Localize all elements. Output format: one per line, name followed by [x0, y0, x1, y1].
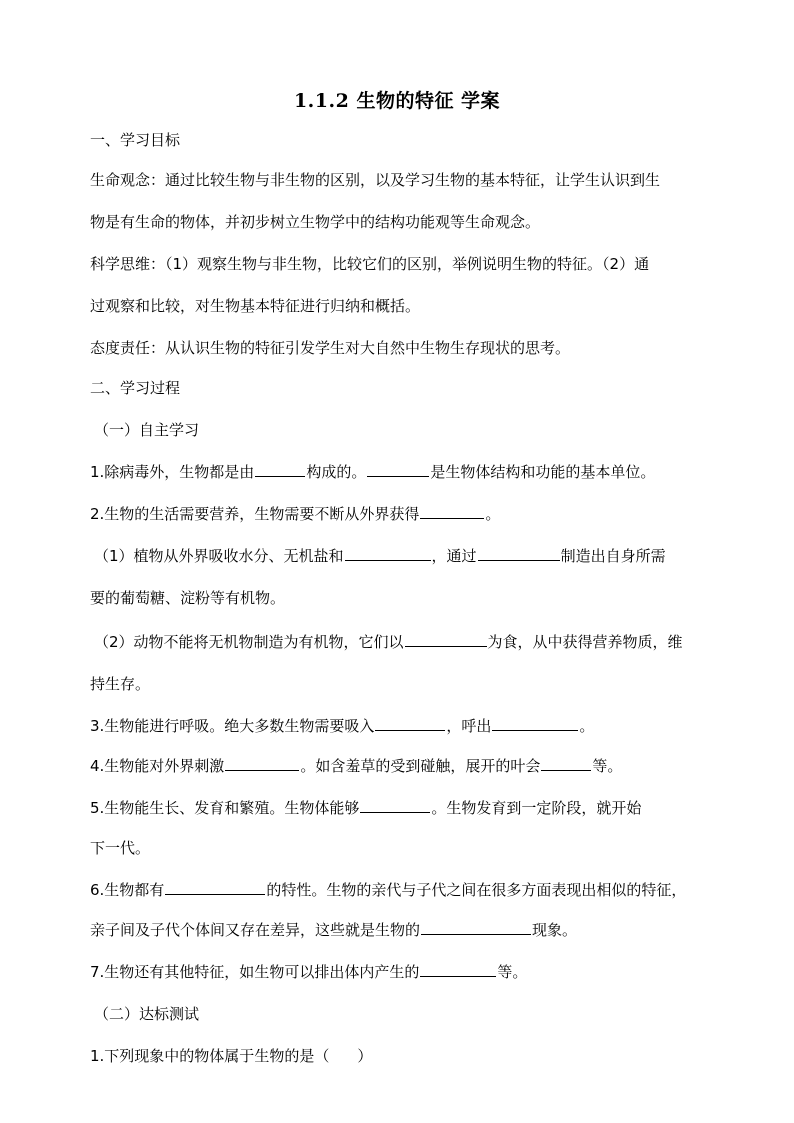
question-6-text-a: 6.生物都有: [90, 881, 165, 899]
sci-think-line-1: 科学思维：（1）观察生物与非生物，比较它们的区别，举例说明生物的特征。（2）通: [90, 255, 650, 273]
test-question-1-text-a: 1.下列现象中的物体属于生物的是（: [90, 1047, 330, 1065]
question-6-text-b: 的特性。生物的亲代与子代之间在很多方面表现出相似的特征，: [266, 881, 687, 899]
question-2a: [94, 546, 714, 566]
question-6: [90, 880, 710, 900]
section-heading-objectives: 一、学习目标: [90, 131, 181, 149]
fill-blank[interactable]: [367, 462, 429, 477]
fill-blank[interactable]: [420, 504, 484, 519]
question-2-text-a: 2.生物的生活需要营养，生物需要不断从外界获得: [90, 505, 420, 523]
question-2a-continued: 要的葡萄糖、淀粉等有机物。: [90, 589, 286, 607]
fill-blank[interactable]: [405, 632, 487, 647]
question-7: [90, 962, 710, 982]
fill-blank[interactable]: [421, 920, 531, 935]
question-1-text-a: 1.除病毒外，生物都是由: [90, 463, 255, 481]
question-4-text-b: 。如含羞草的受到碰触，展开的叶会: [300, 757, 541, 775]
test-question-1-text-b: ）: [357, 1047, 373, 1065]
page-title: 1.1.2 生物的特征 学案: [293, 90, 501, 112]
fill-blank[interactable]: [225, 756, 299, 771]
fill-blank[interactable]: [541, 756, 591, 771]
fill-blank[interactable]: [360, 798, 430, 813]
question-4-text-c: 等。: [592, 757, 623, 775]
question-2-text-b: 。: [485, 505, 501, 523]
question-3-text-b: ，呼出: [446, 717, 492, 735]
question-7-text-b: 等。: [497, 963, 528, 981]
question-2: [90, 504, 710, 524]
question-6-continued: [90, 920, 710, 940]
fill-blank[interactable]: [492, 716, 578, 731]
section-heading-process: 二、学习过程: [90, 379, 181, 397]
question-2b-text-a: （2）动物不能将无机物制造为有机物，它们以: [94, 633, 404, 651]
question-3-text-a: 3.生物能进行呼吸。绝大多数生物需要吸入: [90, 717, 375, 735]
question-5: [90, 798, 710, 818]
fill-blank[interactable]: [255, 462, 305, 477]
fill-blank[interactable]: [345, 546, 431, 561]
question-4: [90, 756, 710, 776]
life-view-line-1: 生命观念：通过比较生物与非生物的区别，以及学习生物的基本特征，让学生认识到生: [90, 171, 661, 189]
question-6-cont-text-b: 现象。: [532, 921, 578, 939]
fill-blank[interactable]: [165, 880, 265, 895]
question-7-text-a: 7.生物还有其他特征，如生物可以排出体内产生的: [90, 963, 420, 981]
fill-blank[interactable]: [375, 716, 445, 731]
question-2a-text-b: ，通过: [431, 547, 477, 565]
question-1-text-b: 构成的。: [306, 463, 367, 481]
question-2b-continued: 持生存。: [90, 675, 151, 693]
attitude-line: 态度责任：从认识生物的特征引发学生对大自然中生物生存现状的思考。: [90, 339, 571, 357]
fill-blank[interactable]: [478, 546, 560, 561]
question-5-text-a: 5.生物能生长、发育和繁殖。生物体能够: [90, 799, 360, 817]
test-question-1: [90, 1046, 710, 1066]
question-5-text-b: 。生物发育到一定阶段，就开始: [431, 799, 642, 817]
sci-think-line-2: 过观察和比较，对生物基本特征进行归纳和概括。: [90, 297, 421, 315]
question-1: [90, 462, 710, 482]
question-4-text-a: 4.生物能对外界刺激: [90, 757, 225, 775]
question-1-text-c: 是生物体结构和功能的基本单位。: [430, 463, 656, 481]
life-view-line-2: 物是有生命的物体，并初步树立生物学中的结构功能观等生命观念。: [90, 213, 541, 231]
question-2b-text-b: 为食，从中获得营养物质，维: [487, 633, 683, 651]
question-3: [90, 716, 710, 736]
question-3-text-c: 。: [579, 717, 595, 735]
fill-blank[interactable]: [420, 962, 496, 977]
question-6-cont-text-a: 亲子间及子代个体间又存在差异，这些就是生物的: [90, 921, 421, 939]
question-5-continued: 下一代。: [90, 839, 151, 857]
subheading-self-study: （一）自主学习: [94, 421, 200, 439]
subheading-test: （二）达标测试: [94, 1005, 200, 1023]
question-2b: [94, 632, 714, 652]
question-2a-text-c: 制造出自身所需: [560, 547, 666, 565]
question-2a-text-a: （1）植物从外界吸收水分、无机盐和: [94, 547, 344, 565]
